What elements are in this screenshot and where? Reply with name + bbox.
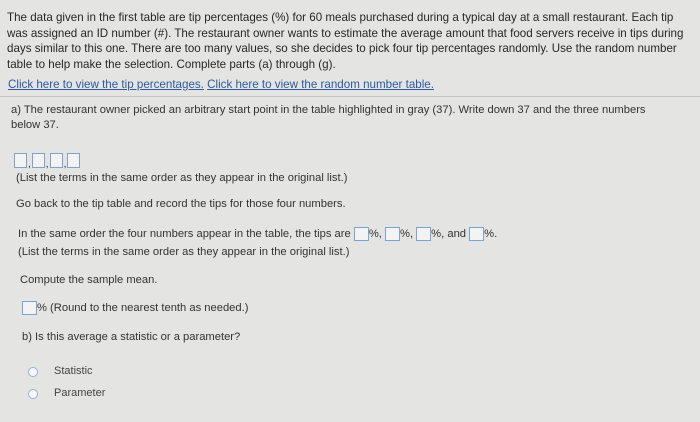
number-input-4[interactable]: [67, 153, 80, 168]
option-parameter-label: Parameter: [54, 387, 106, 399]
four-numbers-answer-row: , , ,: [14, 152, 80, 170]
random-number-table-link[interactable]: Click here to view the random number table.: [207, 78, 434, 91]
reference-links: [8, 78, 434, 91]
radio-statistic[interactable]: [28, 367, 38, 377]
part-a-prompt: a) The restaurant owner picked an arbitrary start point in the table highlighted in gray (37). Write down 37 and the three numbers below 37.: [11, 104, 646, 131]
number-input-1[interactable]: [14, 153, 27, 168]
part-b-prompt: b) Is this average a statistic or a parameter?: [22, 331, 241, 343]
radio-parameter[interactable]: [28, 389, 38, 399]
tip-percentages-link[interactable]: Click here to view the tip percentages.: [8, 78, 204, 91]
option-statistic-label: Statistic: [54, 365, 93, 377]
order-note-2: (List the terms in the same order as they appear in the original list.): [18, 246, 350, 258]
section-divider: [0, 96, 700, 97]
mean-answer-row: [22, 301, 248, 316]
number-input-2[interactable]: [32, 153, 45, 168]
mean-suffix: % (Round to the nearest tenth as needed.): [37, 302, 249, 314]
tip-input-2[interactable]: [385, 227, 400, 241]
tips-prefix: In the same order the four numbers appear in the table, the tips are: [18, 228, 351, 240]
go-back-instruction: Go back to the tip table and record the tips for those four numbers.: [16, 198, 346, 210]
number-input-3[interactable]: [50, 153, 63, 168]
tip-input-1[interactable]: [354, 227, 369, 241]
tip-input-3[interactable]: [416, 227, 431, 241]
order-note: (List the terms in the same order as they appear in the original list.): [16, 172, 348, 184]
tips-answer-row: In the same order the four numbers appear in the table, the tips are %, %, %, and %.: [18, 228, 498, 240]
mean-input[interactable]: [22, 301, 37, 315]
problem-intro: The data given in the first table are tip percentages (%) for 60 meals purchased during a typical day at a small restaurant. Each tip was assigned an ID number (#). The restaurant owner wants to estimate the average amount that food servers receive in tips during days similar to this one. There are too many values, so she decides to pick four tip percentages randomly. Use the random number table to help make the selection. Complete parts (a) through (g).: [7, 11, 684, 71]
tip-input-4[interactable]: [469, 227, 484, 241]
compute-mean-instruction: Compute the sample mean.: [20, 274, 158, 286]
